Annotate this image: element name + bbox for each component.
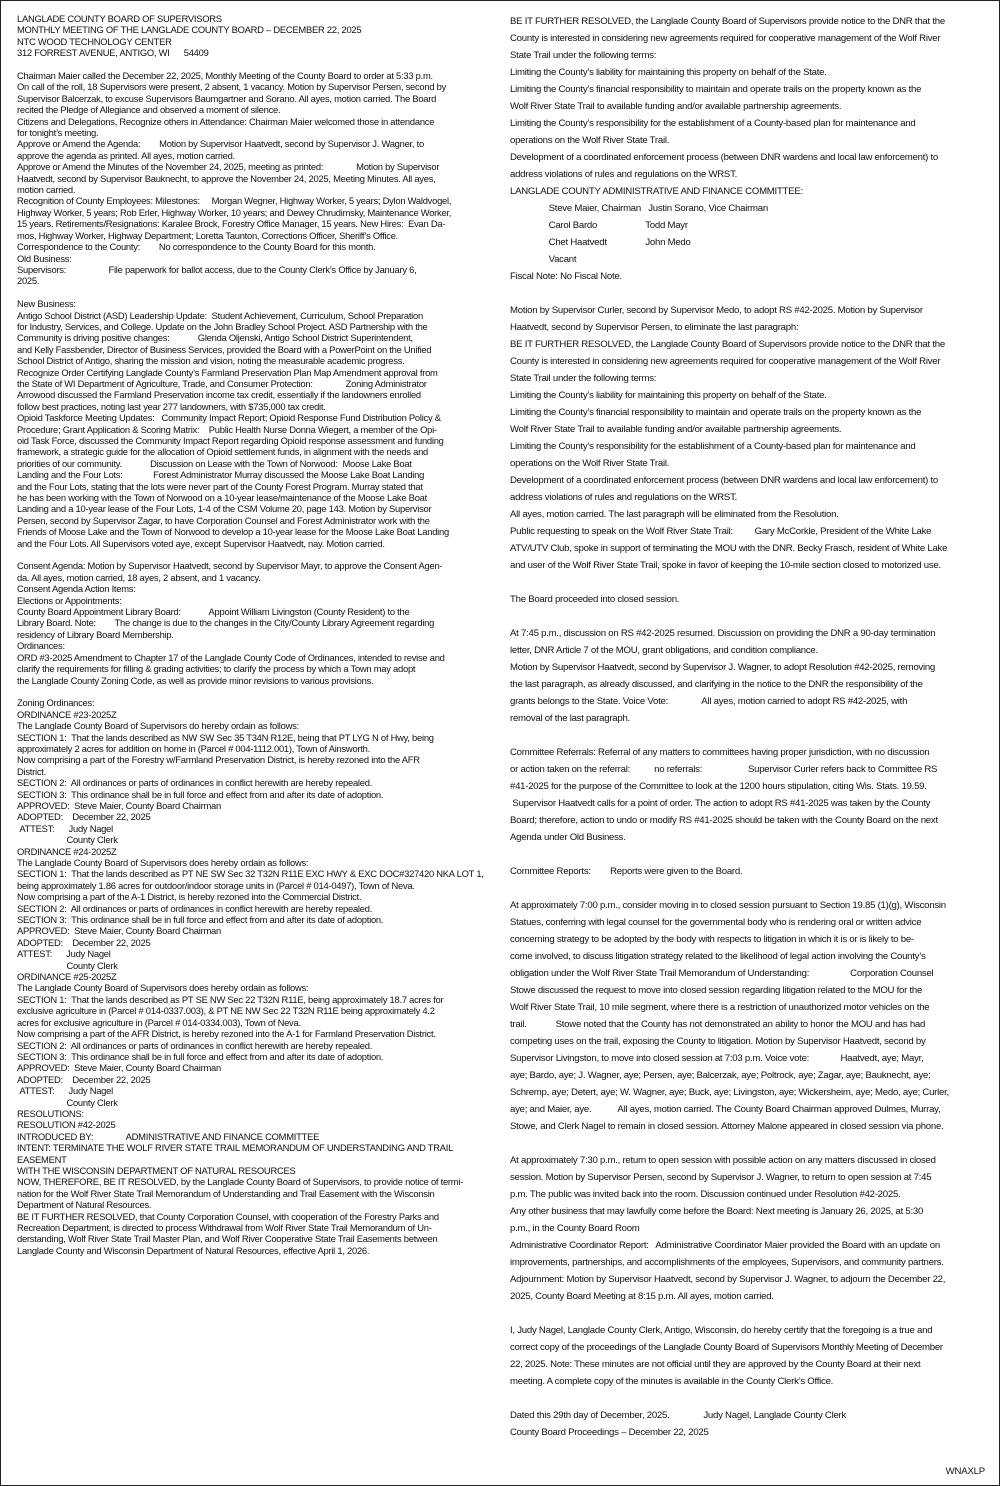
text-line: LANGLADE COUNTY ADMINISTRATIVE AND FINANCE COMMITTEE: (510, 186, 803, 197)
text-line: acres for exclusive agriculture in (Parcel # 014-0334.003), Town of Neva. (17, 1016, 301, 1028)
text-line: ATTEST: Judy Nagel (17, 948, 111, 960)
text-line: Consent Agenda Action Items: (17, 583, 136, 595)
text-line: Committee Referrals: Referral of any matters to committees having proper jurisdiction, with no discussion (510, 747, 930, 758)
text-line: APPROVED: Steve Maier, County Board Chairman (17, 925, 221, 937)
text-line: oid Task Force, discussed the Community Impact Report regarding Opioid response assessment and funding (17, 435, 444, 446)
text-line: address violations of rules and regulations on the WRST. (510, 492, 738, 503)
text-line: 15 years. Retirements/Resignations: Karalee Brock, Forestry Office Manager, 15 years. New Hires: Evan Da- (17, 218, 446, 230)
text-line: County Clerk (17, 959, 118, 971)
text-line: Elections or Appointments: (17, 594, 122, 606)
text-line: clarify the requirements for filling & grading activities; to clarify the process by which a Town may adopt (17, 663, 416, 675)
text-line: recited the Pledge of Allegiance and observed a moment of silence. (17, 104, 281, 116)
text-line: meeting. A complete copy of the minutes is available in the County Clerk’s Office. (510, 1376, 834, 1387)
text-line: Department of Natural Resources. (17, 1199, 152, 1211)
text-line: SECTION 3: This ordinance shall be in full force and effect from and after its date of adoption. (17, 914, 384, 926)
text-line: All ayes, motion carried. The last paragraph will be eliminated from the Resolution. (510, 509, 839, 520)
text-line: Limiting the County’s liability for maintaining this property on behalf of the State. (510, 390, 827, 401)
text-line: ATTEST: Judy Nagel (17, 1085, 113, 1097)
text-line: da. All ayes, motion carried, 18 ayes, 2 absent, and 1 vacancy. (17, 571, 261, 583)
text-line: Motion by Supervisor Haatvedt, second by Supervisor J. Wagner, to adopt Resolution #42-2025, removing (510, 662, 936, 673)
text-line: Committee Reports: Reports were given to the Board. (510, 866, 743, 877)
text-line: Board; therefore, action to undo or modify RS #41-2025 should be taken with the County Board on the next (510, 815, 938, 826)
text-line: p.m., in the County Board Room (510, 1223, 640, 1234)
text-line: p.m. The public was invited back into the room. Discussion continued under Resolution #42-2025. (510, 1189, 901, 1200)
text-line: mos, Highway Worker, Highway Department; Loretta Taunton, Corrections Officer, Sheriff’s Office. (17, 229, 399, 241)
text-line: SECTION 1: That the lands described as NW SW Sec 35 T34N R12E, being that PT LYG N of Hwy, being (17, 731, 434, 743)
text-line: letter, DNR Article 7 of the MOU, grant obligations, and condition compliance. (510, 645, 818, 656)
text-line: INTENT: TERMINATE THE WOLF RIVER STATE TRAIL MEMORANDUM OF UNDERSTANDING AND TRAIL EASEMENT (17, 1142, 456, 1165)
text-line: Wolf River State Trail, 10 mile segment, where there is a restriction of unauthorized motor vehicles on the (510, 1002, 930, 1013)
paragraph-spacer (17, 59, 493, 70)
text-line: Wolf River State Trail to available funding and/or available partnership agreements. (510, 101, 842, 112)
text-line: District. (17, 765, 46, 777)
text-line: County is interested in considering new agreements required for cooperative management of the Wolf River (510, 356, 941, 367)
text-line: SECTION 2: All ordinances or parts of ordinances in conflict herewith are hereby repealed. (17, 902, 373, 914)
text-line: The Langlade County Board of Supervisors does hereby ordain as follows: (17, 857, 309, 868)
text-line: and the Four Lots, stating that the lots were never part of the County Forest Program. Murray stated that (17, 480, 423, 492)
text-line: framework, a strategic guide for the allocation of Opioid settlement funds, in alignment with the needs and (17, 446, 428, 458)
text-line: Agenda under Old Business. (510, 832, 626, 843)
text-line: APPROVED: Steve Maier, County Board Chairman (17, 1062, 221, 1074)
text-line: operations on the Wolf River State Trail. (510, 458, 670, 469)
text-line: for tonight’s meeting. (17, 127, 99, 139)
text-line: County Clerk (17, 1096, 118, 1108)
text-line: Limiting the County’s financial responsibility to maintain and operate trails on the property known as the (510, 407, 922, 418)
text-line: he has been working with the Town of Norwood on a 10-year lease/maintenance of the Moose Lake Boat (17, 492, 427, 504)
text-line: At 7:45 p.m., discussion on RS #42-2025 resumed. Discussion on providing the DNR a 90-day termination (510, 628, 936, 639)
text-line: Citizens and Delegations, Recognize others in Attendance: Chairman Maier welcomed those in attendance (17, 115, 435, 127)
text-line: County Board Appointment Library Board: Appoint William Livingston (County Resident) to the (17, 606, 410, 618)
text-line: Any other business that may lawfully come before the Board: Next meeting is January 26, 2025, at 5:30 (510, 1206, 924, 1217)
text-line: Recognize Order Certifying Langlade County’s Farmland Preservation Plan Map Amendment approval from (17, 366, 438, 378)
text-line: nation for the Wolf River State Trail Memorandum of Understanding and Trail Easement with the Wisconsin (17, 1187, 435, 1199)
text-line: and Kelly Fassbender, Director of Business Services, provided the Board with a PowerPoint on the Unified (17, 343, 432, 355)
text-line: ADOPTED: December 22, 2025 (17, 1073, 151, 1085)
paragraph-spacer (510, 285, 988, 302)
text-line: motion carried. (17, 184, 76, 196)
text-line: LANGLADE COUNTY BOARD OF SUPERVISORS (17, 13, 222, 24)
paragraph-spacer (17, 549, 493, 560)
text-line: Stowe discussed the request to move into closed session regarding litigation related to the MOU for the (510, 985, 923, 996)
text-line: operations on the Wolf River State Trail. (510, 135, 670, 146)
text-line: grants belongs to the State. Voice Vote: All ayes, motion carried to adopt RS #42-2025, with (510, 696, 908, 707)
text-line: Opioid Taskforce Meeting Updates: Community Impact Report; Opioid Response Fund Distribution Policy & (17, 412, 441, 424)
text-line: Antigo School District (ASD) Leadership Update: Student Achievement, Curriculum, School Preparation (17, 309, 423, 321)
text-line: New Business: (17, 298, 76, 310)
text-line: Approve or Amend the Minutes of the November 24, 2025, meeting as printed: Motion by Supervisor (17, 161, 440, 173)
text-line: 2025, County Board Meeting at 8:15 p.m. All ayes, motion carried. (510, 1291, 774, 1302)
text-line: The Board proceeded into closed session. (510, 594, 680, 605)
text-line: 2025. (17, 275, 40, 287)
text-line: WITH THE WISCONSIN DEPARTMENT OF NATURAL RESOURCES (17, 1164, 296, 1176)
text-line: Development of a coordinated enforcement process (between DNR wardens and local law enforcement) to (510, 152, 938, 163)
text-line: SECTION 2: All ordinances or parts of ordinances in conflict herewith are hereby repealed. (17, 777, 373, 789)
text-line: School District of Antigo, sharing the mission and vision, noting the measurable academic progress. (17, 355, 405, 367)
text-line: BE IT FURTHER RESOLVED, the Langlade County Board of Supervisors provide notice to the DNR that the (510, 339, 945, 350)
paragraph-spacer (510, 608, 988, 625)
paragraph-spacer (510, 1135, 988, 1152)
text-line: Haatvedt, second by Supervisor Persen, to eliminate the last paragraph: (510, 322, 799, 333)
text-line: #41-2025 for the purpose of the Committee to look at the 1200 hours stipulation, citing Wis. Stats. 19.59. (510, 781, 927, 792)
text-line: At approximately 7:00 p.m., consider moving in to closed session pursuant to Section 19.85 (1)(g), Wisconsin (510, 900, 946, 911)
text-line: Stowe, and Clerk Nagel to remain in closed session. Attorney Malone appeared in closed session via phone. (510, 1121, 944, 1132)
text-line: The Langlade County Board of Supervisors does hereby ordain as follows: (17, 982, 309, 994)
text-line: Haatvedt, second by Supervisor Bauknecht, to approve the November 24, 2025, Meeting Minutes. All ayes, (17, 172, 436, 184)
text-line: ORD #3-2025 Amendment to Chapter 17 of the Langlade County Code of Ordinances, intended to revise and (17, 651, 445, 663)
text-line: County Board Proceedings – December 22, 2025 (510, 1427, 709, 1438)
text-line: aye; Bardo, aye; J. Wagner, aye; Persen, aye; Balcerzak, aye; Poltrock, aye; Zagar, aye; Bauknecht, aye; (510, 1070, 931, 1081)
text-line: Landing and a 10-year lease of the Four Lots, 1-4 of the CSM Volume 20, page 143. Motion by Supervisor (17, 503, 432, 515)
text-line: residency of Library Board Membership. (17, 628, 174, 640)
text-line: ATTEST: Judy Nagel (17, 822, 113, 834)
text-line: Now comprising a part of the A-1 District, is hereby rezoned into the Commercial District. (17, 891, 362, 903)
text-line: RESOLUTIONS: (17, 1107, 84, 1119)
text-line: Motion by Supervisor Curler, second by Supervisor Medo, to adopt RS #42-2025. Motion by Supervisor (510, 305, 923, 316)
text-line: Limiting the County’s responsibility for the establishment of a County-based plan for maintenance and (510, 118, 916, 129)
text-line: Persen, second by Supervisor Zagar, to have Corporation Counsel and Forest Administrator work with the (17, 514, 430, 526)
text-line: competing uses on the trail, exposing the County to litigation. Motion by Supervisor Haatvedt, second by (510, 1036, 926, 1047)
footer-code: WNAXLP (945, 1466, 985, 1477)
paragraph-spacer (17, 686, 493, 697)
text-line: SECTION 1: That the lands described as PT SE NW Sec 22 T32N R11E, being approximately 18.7 acres for (17, 993, 444, 1005)
text-line: ORDINANCE #25-2025Z (17, 971, 117, 983)
text-line: Approve or Amend the Agenda: Motion by Supervisor Haatvedt, second by Supervisor J. Wagner, to (17, 138, 424, 150)
paragraph-spacer (510, 574, 988, 591)
text-line: Limiting the County’s liability for maintaining this property on behalf of the State. (510, 67, 827, 78)
text-line: or action taken on the referral: no referrals: Supervisor Curler refers back to Committee RS (510, 764, 938, 775)
text-line: Community is driving positive changes: Glenda Oljenski, Antigo School District Superintendent, (17, 332, 413, 344)
text-line: for Industry, Services, and College. Update on the John Bradley School Project. ASD Partnership with the (17, 320, 428, 332)
text-line: Friends of Moose Lake and the Town of Norwood to develop a 10-year lease for the Moose Lake Boat Landing (17, 526, 449, 538)
text-line: State Trail under the following terms: (510, 50, 657, 61)
text-line: Supervisor Haatvedt calls for a point of order. The action to adopt RS #41-2025 was taken by the County (510, 798, 931, 809)
text-line: address violations of rules and regulations on the WRST. (510, 169, 738, 180)
text-line: obligation under the Wolf River State Trail Memorandum of Understanding: Corporation Counsel (510, 968, 934, 979)
text-line: Administrative Coordinator Report: Administrative Coordinator Maier provided the Board with an update on (510, 1240, 940, 1251)
text-line: and the Four Lots. All Supervisors voted aye, except Supervisor Haatvedt, nay. Motion carried. (17, 537, 385, 549)
text-line: Carol Bardo Todd Mayr (510, 220, 688, 231)
text-line: Wolf River State Trail to available funding and/or available partnership agreements. (510, 424, 842, 435)
text-line: follow best practices, noting last year 277 landowners, with $735,000 tax credit. (17, 400, 326, 412)
text-line: Arrowood discussed the Farmland Preservation income tax credit, essentially if the landowners enrolled (17, 389, 421, 401)
text-line: Recognition of County Employees: Milestones: Morgan Wegner, Highway Worker, 5 years; Dylon Waldvogel, (17, 195, 452, 207)
text-line: Adjournment: Motion by Supervisor Haatvedt, second by Supervisor J. Wagner, to adjourn the December 22, (510, 1274, 946, 1285)
text-line: Steve Maier, Chairman Justin Sorano, Vice Chairman (510, 203, 768, 214)
text-line: approve the agenda as printed. All ayes, motion carried. (17, 149, 235, 161)
text-line: SECTION 2: All ordinances or parts of ordinances in conflict herewith are hereby repealed. (17, 1039, 373, 1051)
text-line: the Langlade County Zoning Code, as well as provide minor revisions to various provisions. (17, 674, 374, 686)
text-line: 312 FORREST AVENUE, ANTIGO, WI 54409 (17, 47, 209, 59)
paragraph-spacer (17, 287, 493, 298)
paragraph-spacer (510, 846, 988, 863)
text-line: Now comprising a part of the Forestry w/Farmland Preservation District, is hereby rezoned into the AFR (17, 754, 420, 766)
text-line: Public requesting to speak on the Wolf River State Trail: Gary McCorkle, President of the White Lake (510, 526, 932, 537)
text-line: trail. Stowe noted that the County has not demonstrated an ability to honor the MOU and has had (510, 1019, 926, 1030)
text-line: priorities of our community. Discussion on Lease with the Town of Norwood: Moose Lake Boat (17, 457, 412, 469)
text-line: correct copy of the proceedings of the Langlade County Board of Supervisors Monthly Meeting of December (510, 1342, 943, 1353)
right-column (510, 13, 988, 1475)
text-line: NTC WOOD TECHNOLOGY CENTER (17, 35, 172, 47)
text-line: Correspondence to the County: No correspondence to the County Board for this month. (17, 241, 376, 253)
text-line: INTRODUCED BY: ADMINISTRATIVE AND FINANCE COMMITTEE (17, 1130, 320, 1142)
text-line: County Clerk (17, 834, 118, 846)
text-line: ORDINANCE #23-2025Z (17, 708, 117, 720)
text-line: Recreation Department, is directed to process Withdrawal from Wolf River State Trail Memorandum of Un- (17, 1222, 432, 1233)
text-line: BE IT FURTHER RESOLVED, the Langlade County Board of Supervisors provide notice to the DNR that the (510, 16, 945, 27)
text-line: I, Judy Nagel, Langlade County Clerk, Antigo, Wisconsin, do hereby certify that the foregoing is a true and (510, 1325, 933, 1336)
text-line: Old Business: (17, 252, 72, 264)
text-line: being approximately 1.86 acres for outdoor/indoor storage units in (Parcel # 014-0497), Town of Neva. (17, 879, 415, 891)
text-line: aye; and Maier, aye. All ayes, motion carried. The County Board Chairman approved Dulmes, Murray, (510, 1104, 941, 1115)
text-line: Now comprising a part of the AFR District, is hereby rezoned into the A-1 for Farmland Preservation District. (17, 1028, 436, 1040)
text-line: ATV/UTV Club, spoke in support of terminating the MOU with the DNR. Becky Frasch, resident of White Lake (510, 543, 948, 554)
text-line: 22, 2025. Note: These minutes are not official until they are approved by the County Board at their next (510, 1359, 921, 1370)
text-line: Fiscal Note: No Fiscal Note. (510, 271, 622, 282)
text-line: Procedure; Grant Application & Scoring Matrix: Public Health Nurse Donna Wiegert, a member of the Opi- (17, 423, 437, 435)
text-line: Development of a coordinated enforcement process (between DNR wardens and local law enforcement) to (510, 475, 938, 486)
text-line: On call of the roll, 18 Supervisors were present, 2 absent, 1 vacancy. Motion by Supervisor Persen, second by (17, 81, 447, 93)
text-line: Supervisor Livingston, to move into closed session at 7:03 p.m. Voice vote: Haatvedt, aye; Mayr, (510, 1053, 924, 1064)
text-line: the State of WI Department of Agriculture, Trade, and Consumer Protection: Zoning Administrator (17, 377, 427, 389)
text-line: ORDINANCE #24-2025Z (17, 845, 117, 857)
paragraph-spacer (510, 880, 988, 897)
text-line: Vacant (510, 254, 577, 265)
text-line: come involved, to discuss litigation strategy related to the likelihood of legal action involving the County’s (510, 951, 926, 962)
text-line: Chairman Maier called the December 22, 2025, Monthly Meeting of the County Board to order at 5:33 p.m. (17, 70, 433, 82)
text-line: ADOPTED: December 22, 2025 (17, 811, 151, 823)
text-line: RESOLUTION #42-2025 (17, 1119, 116, 1131)
text-line: Schremp, aye; Detert, aye; W. Wagner, aye; Buck, aye; Livingston, aye; Wickersheim, aye; Medo, aye; Curler, (510, 1087, 949, 1098)
text-line: Limiting the County’s financial responsibility to maintain and operate trails on the property known as the (510, 84, 922, 95)
text-line: exclusive agriculture in (Parcel # 014-0337.003), & PT NE NW Sec 22 T32N R11E being approximately 4.2 (17, 1005, 435, 1017)
text-line: The Langlade County Board of Supervisors do hereby ordain as follows: (17, 720, 299, 732)
left-column (17, 13, 493, 1475)
text-line: Chet Haatvedt John Medo (510, 237, 691, 248)
text-line: derstanding, Wolf River State Trail Master Plan, and Wolf River Cooperative State Trail Easements between (17, 1233, 438, 1245)
text-line: improvements, partnerships, and accomplishments of the employees, Supervisors, and community partners. (510, 1257, 944, 1268)
paragraph-spacer (510, 1390, 988, 1407)
text-line: Langlade County and Wisconsin Department of Natural Resources, effective April 1, 2026. (17, 1244, 370, 1256)
text-line: the last paragraph, as already discussed, and clarifying in the notice to the DNR the responsibility of the (510, 679, 923, 690)
paragraph-spacer (510, 727, 988, 744)
text-line: Library Board. Note: The change is due to the changes in the City/County Library Agreement regarding (17, 617, 435, 629)
text-line: BE IT FURTHER RESOLVED, that County Corporation Counsel, with cooperation of the Forestry Parks and (17, 1210, 439, 1222)
text-line: Ordinances: (17, 640, 65, 652)
paragraph-spacer (510, 1305, 988, 1322)
text-line: Zoning Ordinances: (17, 697, 95, 709)
text-line: State Trail under the following terms: (510, 373, 657, 384)
text-line: ADOPTED: December 22, 2025 (17, 936, 151, 948)
text-line: session. Motion by Supervisor Persen, second by Supervisor J. Wagner, to return to open session at 7:45 (510, 1172, 932, 1183)
text-line: and user of the Wolf River State Trail, spoke in favor of keeping the 10-mile section closed to motorized use. (510, 560, 941, 571)
text-line: Highway Worker, 5 years; Rob Erler, Highway Worker, 10 years; and Dewey Chrudimsky, Maintenance Worker, (17, 206, 452, 218)
text-line: Statues, conferring with legal counsel for the governmental body who is rendering oral or written advice (510, 917, 922, 928)
text-line: Consent Agenda: Motion by Supervisor Haatvedt, second by Supervisor Mayr, to approve the Consent Agen- (17, 560, 443, 572)
text-line: Dated this 29th day of December, 2025. Judy Nagel, Langlade County Clerk (510, 1410, 847, 1421)
text-line: SECTION 1: That the lands described as PT NE SW Sec 32 T32N R11E EXC HWY & EXC DOC#327420 NKA LOT 1, (17, 868, 484, 880)
text-line: removal of the last paragraph. (510, 713, 630, 724)
text-line: County is interested in considering new agreements required for cooperative management of the Wolf River (510, 33, 941, 44)
text-line: concerning strategy to be adopted by the body with respects to litigation in which it is or is likely to be- (510, 934, 914, 945)
text-line: Limiting the County’s responsibility for the establishment of a County-based plan for maintenance and (510, 441, 916, 452)
text-line: SECTION 3: This ordinance shall be in full force and effect from and after its date of adoption. (17, 788, 384, 800)
text-line: Supervisors: File paperwork for ballot access, due to the County Clerk’s Office by January 6, (17, 263, 417, 275)
text-line: SECTION 3: This ordinance shall be in full force and effect from and after its date of adoption. (17, 1050, 384, 1062)
text-line: Landing and the Four Lots: Forest Administrator Murray discussed the Moose Lake Boat Landing (17, 469, 425, 481)
text-line: approximately 2 acres for addition on home in (Parcel # 004-1112.001), Town of Ainsworth. (17, 742, 370, 754)
text-line: MONTHLY MEETING OF THE LANGLADE COUNTY BOARD – DECEMBER 22, 2025 (17, 24, 362, 36)
text-line: Supervisor Balcerzak, to excuse Supervisors Baumgartner and Sorano. All ayes, motion carried. The Board (17, 92, 437, 104)
text-line: NOW, THEREFORE, BE IT RESOLVED, by the Langlade County Board of Supervisors, to provide notice of termi- (17, 1176, 464, 1188)
text-line: At approximately 7:30 p.m., return to open session with possible action on any matters discussed in closed (510, 1155, 936, 1166)
text-line: APPROVED: Steve Maier, County Board Chairman (17, 799, 221, 811)
